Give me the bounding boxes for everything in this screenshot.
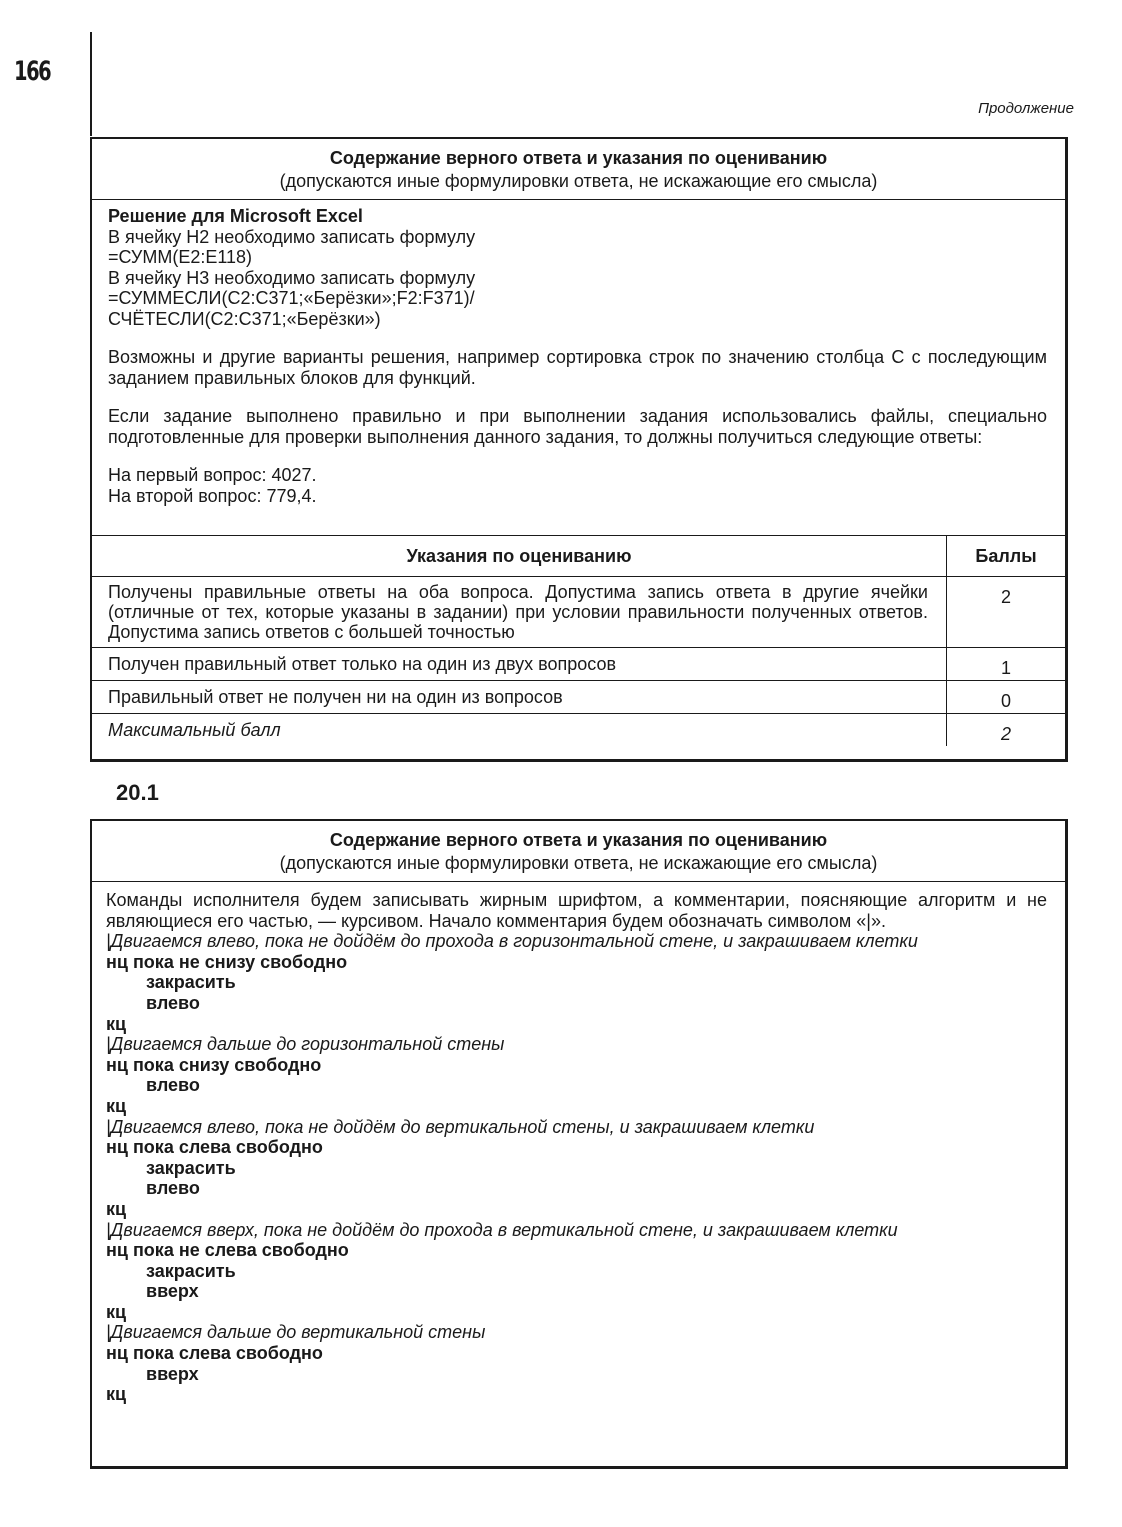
algorithm-comment: |Двигаемся влево, пока не дойдём до прохода в горизонтальной стене, и закрашиваем клетки (106, 931, 918, 952)
files-paragraph: Если задание выполнено правильно и при выполнении задания использовались файлы, специально подготовленные для проверки выполнения данного задания, то должны получиться следующие ответы: (108, 406, 1047, 447)
answer-second: На второй вопрос: 779,4. (108, 485, 317, 506)
solution-section (92, 200, 1065, 536)
algorithm-command: влево (146, 1075, 200, 1096)
header-title: Содержание верного ответа и указания по оцениванию (329, 830, 828, 850)
algorithm-loop-end: кц (106, 1013, 127, 1034)
algorithm-command: влево (146, 992, 200, 1013)
solution-line: В ячейку H2 необходимо записать формулу (108, 226, 476, 247)
algorithm-loop-start: нц пока не слева свободно (106, 1240, 349, 1261)
algorithm-section (92, 882, 1065, 1411)
criteria-header: Указания по оцениванию (92, 536, 947, 577)
algorithm-loop-start: нц пока снизу свободно (106, 1054, 322, 1075)
answer-box-excel (90, 137, 1068, 762)
algorithm-loop-start: нц пока слева свободно (106, 1137, 323, 1158)
algorithm-command: закрасить (146, 972, 236, 993)
answer-first: На первый вопрос: 4027. (108, 465, 317, 485)
solution-formula: =СУММЕСЛИ(C2:C371;«Берёзки»;F2:F371)/ (108, 288, 475, 308)
alternatives-paragraph: Возможны и другие варианты решения, например сортировка строк по значению столбца С с последующим заданием правильных блоков для функций. (108, 347, 1047, 388)
algorithm-loop-end: кц (106, 1384, 127, 1405)
algorithm-loop-end: кц (106, 1198, 127, 1219)
table-row (92, 681, 1065, 714)
criteria-cell: Получены правильные ответы на оба вопроса. Допустима запись ответа в другие ячейки (отличные от тех, которые указаны в задании) при условии правильности полученных ответов. Допустима запись ответов с большей точностью (92, 577, 947, 648)
criteria-cell-max: Максимальный балл (92, 714, 947, 747)
criteria-cell: Получен правильный ответ только на один из двух вопросов (92, 648, 947, 681)
criteria-cell: Правильный ответ не получен ни на один из вопросов (92, 681, 947, 714)
algorithm-loop-end: кц (106, 1301, 127, 1322)
margin-rule (90, 32, 92, 136)
header-subtitle: (допускаются иные формулировки ответа, не искажающие его смысла) (279, 171, 878, 191)
algorithm-comment: |Двигаемся вверх, пока не дойдём до прохода в вертикальной стене, и закрашиваем клетки (106, 1219, 898, 1240)
points-cell-max: 2 (1000, 724, 1011, 744)
answer-box-robot (90, 819, 1068, 1469)
points-cell: 1 (947, 648, 1066, 681)
algorithm-loop-start: нц пока слева свободно (106, 1343, 323, 1364)
algorithm-loop-end: кц (106, 1095, 127, 1116)
points-cell: 0 (947, 681, 1066, 714)
table-row (92, 577, 1065, 648)
continuation-label: Продолжение (978, 100, 1074, 117)
points-cell: 2 (947, 577, 1066, 648)
solution-formula: =СУММ(E2:E118) (108, 247, 253, 267)
section-title: 20.1 (116, 780, 159, 805)
solution-formula: СЧЁТЕСЛИ(C2:C371;«Берёзки») (108, 308, 381, 329)
algorithm-command: закрасить (146, 1260, 236, 1281)
algorithm-loop-start: нц пока не снизу свободно (106, 951, 348, 972)
box-header (92, 821, 1065, 882)
algorithm-command: вверх (146, 1363, 199, 1384)
header-title: Содержание верного ответа и указания по оцениванию (329, 148, 828, 168)
intro-paragraph: Команды исполнителя будем записывать жирным шрифтом, а комментарии, поясняющие алгоритм и не являющиеся его частью, — курсивом. Начало комментария будем обозначать символом «|». (106, 890, 1047, 931)
table-row (92, 648, 1065, 681)
points-header: Баллы (947, 536, 1066, 577)
page-number: 166 (14, 56, 51, 87)
algorithm-comment: |Двигаемся влево, пока не дойдём до вертикальной стены, и закрашиваем клетки (106, 1116, 815, 1137)
header-subtitle: (допускаются иные формулировки ответа, не искажающие его смысла) (279, 853, 878, 873)
algorithm-command: влево (146, 1178, 200, 1199)
box-header (92, 139, 1065, 200)
grading-header-row (92, 536, 1065, 577)
algorithm-command: закрасить (146, 1157, 236, 1178)
algorithm-comment: |Двигаемся дальше до вертикальной стены (106, 1322, 486, 1343)
algorithm-command: вверх (146, 1281, 199, 1302)
solution-line: В ячейку H3 необходимо записать формулу (108, 267, 476, 288)
grading-table (92, 536, 1065, 746)
algorithm-comment: |Двигаемся дальше до горизонтальной стены (106, 1034, 505, 1055)
solution-title: Решение для Microsoft Excel (108, 206, 363, 226)
table-row (92, 714, 1065, 747)
